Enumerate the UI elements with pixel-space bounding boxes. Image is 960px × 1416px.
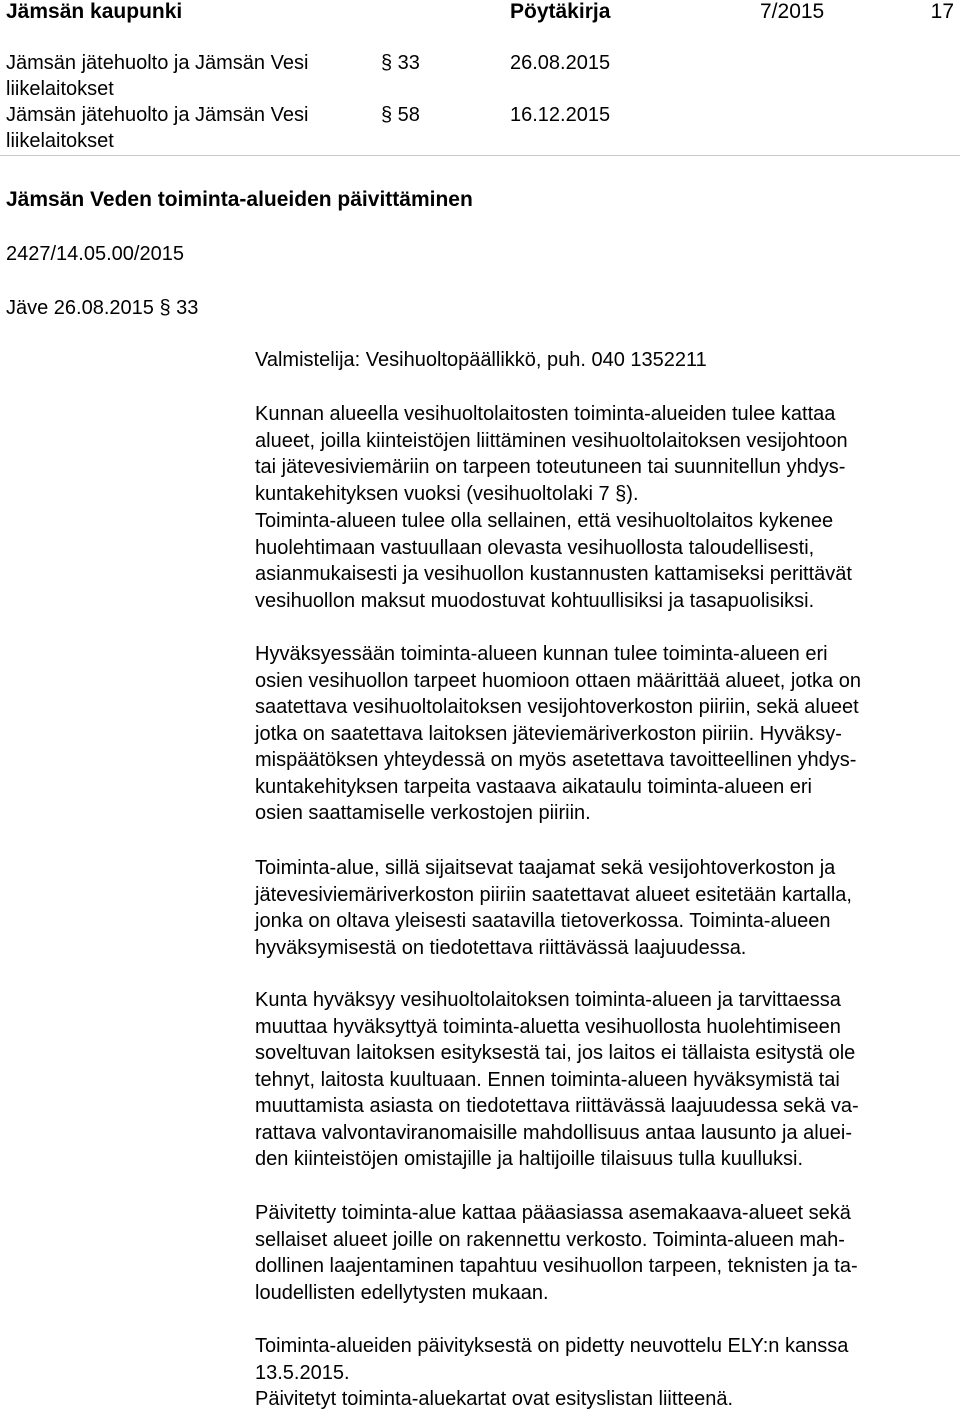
text-line: muuttamista asiasta on tiedotettava riittävässä laajuudessa sekä va- — [255, 1095, 859, 1117]
meeting-date: 26.08.2015 — [510, 52, 611, 74]
text-line: mispäätöksen yhteydessä on myös asetettava tavoitteellinen yhdys- — [255, 749, 857, 771]
text-line: loudellisten edellytysten mukaan. — [255, 1281, 549, 1304]
text-line: sellaiset alueet joille on rakennettu verkosto. Toiminta-alueen mah- — [255, 1228, 845, 1251]
preparer-line: Valmistelija: Vesihuoltopäällikkö, puh. 040 1352211 — [255, 349, 707, 371]
paragraph-2 — [255, 508, 955, 614]
text-line: Hyväksyessään toiminta-alueen kunnan tulee toiminta-alueen eri — [255, 643, 828, 665]
text-line: alueet, joilla kiinteistöjen liittäminen vesihuoltolaitoksen vesijohtoon — [255, 429, 848, 452]
meeting-body: Jämsän jätehuolto ja Jämsän Vesi liikelaitokset — [6, 52, 309, 100]
previous-handling: Jäve 26.08.2015 § 33 — [6, 297, 199, 319]
text-line: jonka on oltava yleisesti saatavilla tietoverkossa. Toiminta-alueen — [255, 910, 831, 932]
paragraph-4 — [255, 855, 955, 961]
text-line: jotka on saatettava laitoksen jäteviemäriverkoston piiriin. Hyväksy- — [255, 722, 842, 745]
text-line: Kunnan alueella vesihuoltolaitosten toiminta-alueiden tulee kattaa — [255, 403, 836, 425]
text-line: tehnyt, laitosta kuultuaan. Ennen toiminta-alueen hyväksymistä tai — [255, 1068, 840, 1091]
text-line: Toiminta-alueen tulee olla sellainen, että vesihuoltolaitos kykenee — [255, 510, 834, 532]
paragraph-3 — [255, 641, 955, 827]
text-line: soveltuvan laitoksen esityksestä tai, jos laitos ei tällaista esitystä ole — [255, 1042, 856, 1064]
diary-number: 2427/14.05.00/2015 — [6, 243, 184, 265]
text-line: asianmukaisesti ja vesihuollon kustannusten kattamiseksi perittävät — [255, 563, 852, 585]
paragraph-7 — [255, 1333, 955, 1386]
text-line: saatettava vesihuoltolaitoksen vesijohtoverkoston piiriin, sekä alueet — [255, 696, 859, 718]
meeting-body: Jämsän jätehuolto ja Jämsän Vesi liikelaitokset — [6, 104, 309, 152]
text-line: Kunta hyväksyy vesihuoltolaitoksen toiminta-alueen ja tarvittaessa — [255, 989, 841, 1011]
paragraph-1 — [255, 401, 955, 507]
text-line: kuntakehityksen tarpeita vastaava aikataulu toiminta-alueen eri — [255, 775, 812, 798]
text-line: osien saattamiselle verkostojen piiriin. — [255, 802, 591, 824]
meeting-section: § 33 — [381, 52, 420, 74]
text-line: Toiminta-alueiden päivityksestä on pidetty neuvottelu ELY:n kanssa — [255, 1335, 849, 1357]
header-divider — [0, 155, 960, 156]
organization-name: Jämsän kaupunki — [6, 0, 183, 23]
meeting-section: § 58 — [381, 104, 420, 126]
paragraph-8 — [255, 1386, 955, 1413]
text-line: Päivitetty toiminta-alue kattaa pääasiassa asemakaava-alueet sekä — [255, 1202, 851, 1224]
text-line: rattava valvontaviranomaisille mahdollisuus antaa lausunto ja aluei- — [255, 1121, 853, 1144]
text-line: kuntakehityksen vuoksi (vesihuoltolaki 7 §). — [255, 482, 639, 505]
text-line: tai jätevesiviemäriin on tarpeen toteutuneen tai suunnitellun yhdys- — [255, 456, 846, 478]
document-type: Pöytäkirja — [510, 0, 611, 23]
paragraph-5 — [255, 987, 955, 1173]
text-line: muuttaa hyväksyttyä toiminta-aluetta vesihuollosta huolehtimiseen — [255, 1015, 841, 1038]
text-line: osien vesihuollon tarpeet huomioon ottaen määrittää alueet, jotka on — [255, 669, 861, 692]
text-line: den kiinteistöjen omistajille ja haltijoille tilaisuus tulla kuulluksi. — [255, 1148, 804, 1170]
document-number: 7/2015 — [760, 0, 825, 23]
text-line: Päivitetyt toiminta-aluekartat ovat esityslistan liitteenä. — [255, 1388, 733, 1410]
text-line: vesihuollon maksut muodostuvat kohtuullisiksi ja tasapuolisiksi. — [255, 589, 815, 612]
text-line: huolehtimaan vastuullaan olevasta vesihuollosta taloudellisesti, — [255, 536, 815, 559]
item-title: Jämsän Veden toiminta-alueiden päivittäminen — [6, 188, 473, 211]
text-line: jätevesiviemäriverkoston piiriin saatettavat alueet esitetään kartalla, — [255, 883, 852, 906]
text-line: 13.5.2015. — [255, 1361, 350, 1384]
text-line: Toiminta-alue, sillä sijaitsevat taajamat sekä vesijohtoverkoston ja — [255, 857, 836, 879]
page-number: 17 — [930, 0, 954, 23]
paragraph-6 — [255, 1200, 955, 1306]
text-line: dollinen laajentaminen tapahtuu vesihuollon tarpeen, teknisten ja ta- — [255, 1255, 858, 1277]
meeting-date: 16.12.2015 — [510, 104, 611, 126]
text-line: hyväksymisestä on tiedotettava riittävässä laajuudessa. — [255, 936, 747, 959]
page-header — [0, 0, 960, 26]
